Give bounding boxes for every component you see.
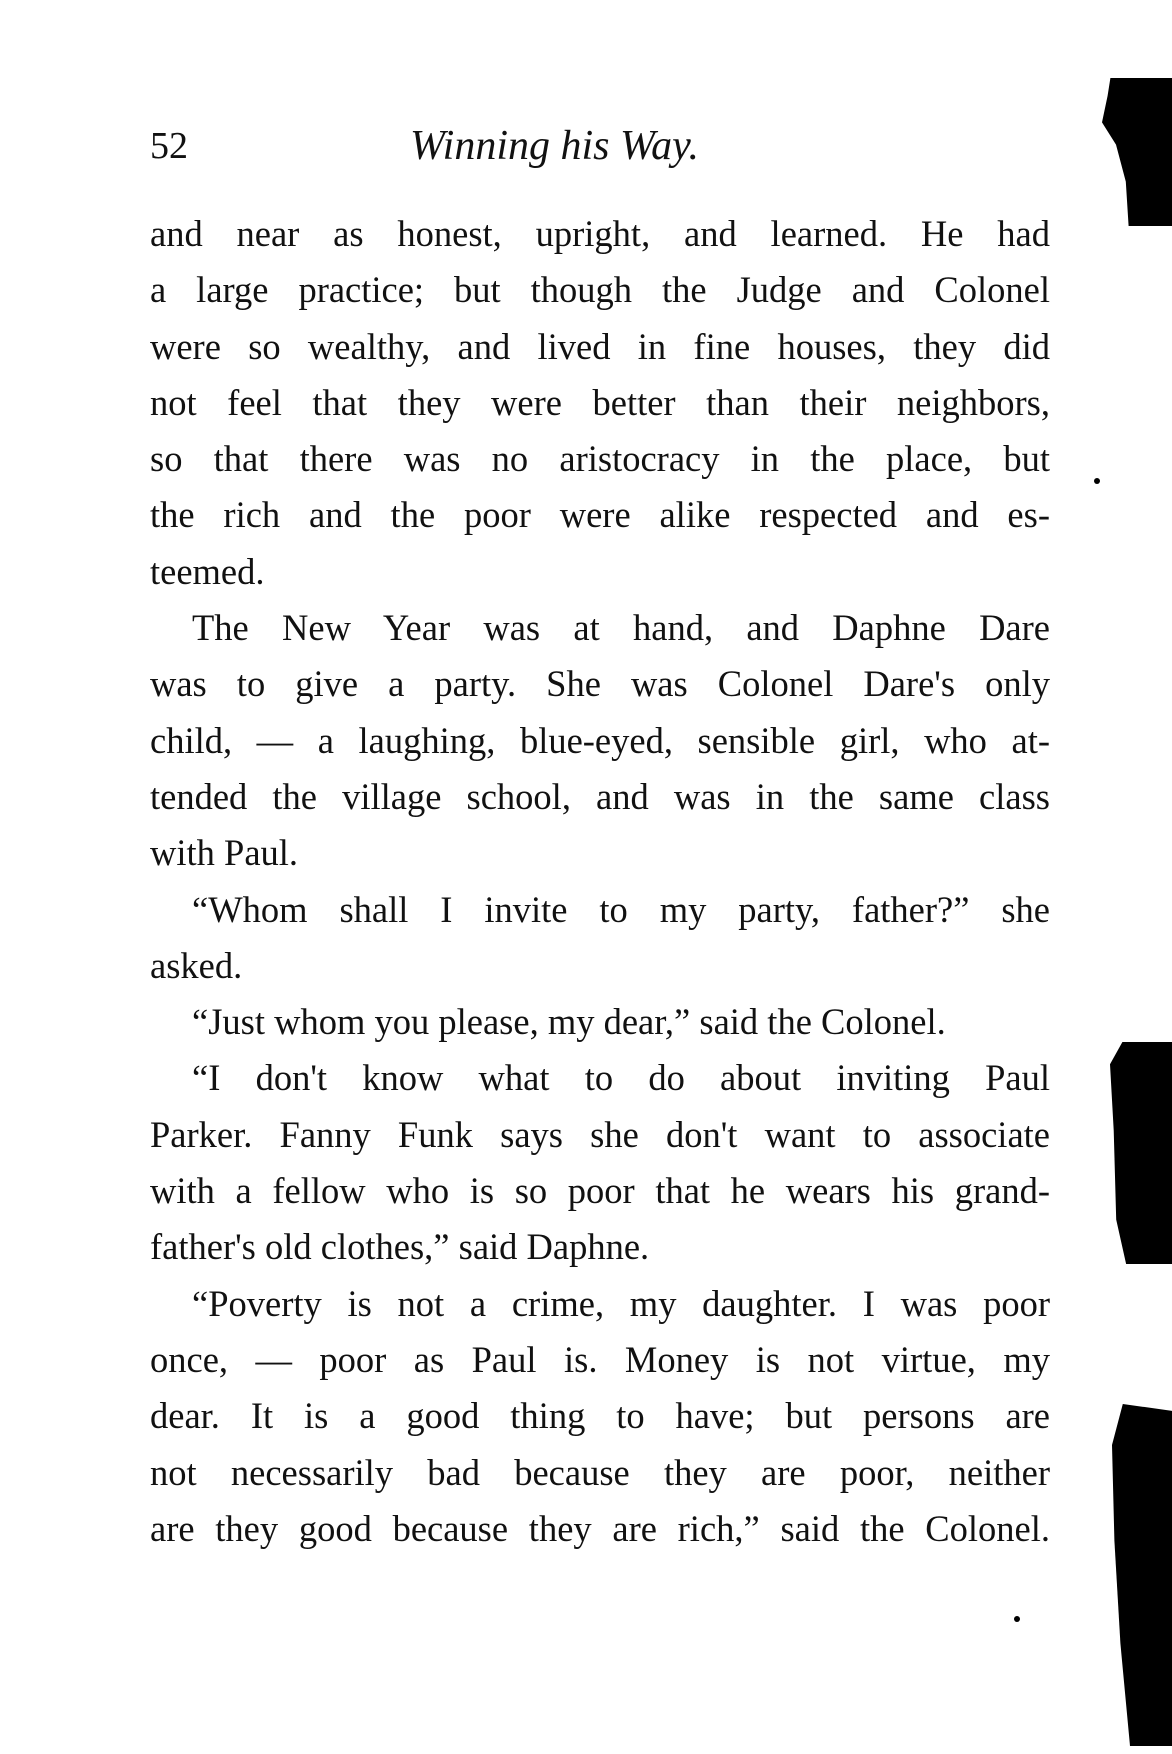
text-line: a large practice; but though the Judge and Colonel [150,269,1050,311]
scan-speck [1014,1616,1020,1622]
text-line: once, — poor as Paul is. Money is not virtue, my [150,1338,1050,1380]
text-line: not necessarily bad because they are poor, neither [150,1451,1050,1493]
scan-shadow-bottom [1112,1404,1172,1746]
body-text [150,206,1050,1557]
paragraph [150,1050,1050,1275]
text-line: tended the village school, and was in the same class [150,775,1050,817]
scan-shadow-middle [1110,1042,1172,1264]
text-line: The New Year was at hand, and Daphne Dare [192,607,1050,649]
text-line: “Whom shall I invite to my party, father?” she [192,888,1050,930]
paragraph [150,206,1050,600]
text-line: dear. It is a good thing to have; but persons are [150,1395,1050,1437]
page-number: 52 [150,125,188,167]
text-line: father's old clothes,” said Daphne. [150,1226,650,1268]
text-line: “I don't know what to do about inviting Paul [192,1057,1050,1099]
scan-speck [1094,478,1100,484]
text-line: not feel that they were better than their neighbors, [150,381,1050,423]
text-line: child, — a laughing, blue-eyed, sensible girl, who at- [150,719,1050,761]
text-line: “Poverty is not a crime, my daughter. I was poor [192,1282,1050,1324]
scan-shadow-top [1102,78,1172,226]
text-line: was to give a party. She was Colonel Dare's only [150,663,1050,705]
text-line: with a fellow who is so poor that he wears his grand- [150,1170,1050,1212]
running-head [150,122,1050,182]
text-line: Parker. Fanny Funk says she don't want to associate [150,1113,1050,1155]
text-line: so that there was no aristocracy in the place, but [150,438,1050,480]
text-line: teemed. [150,550,265,592]
text-line: and near as honest, upright, and learned. He had [150,213,1050,254]
paragraph [150,1276,1050,1557]
text-line: were so wealthy, and lived in fine houses, they did [150,325,1050,367]
paragraph [150,882,1050,995]
paragraph [150,994,1050,1050]
running-title: Winning his Way. [410,123,699,169]
paragraph [150,600,1050,881]
text-line: with Paul. [150,832,299,874]
text-line: asked. [150,944,243,986]
text-line: “Just whom you please, my dear,” said the Colonel. [192,1001,946,1043]
text-line: the rich and the poor were alike respected and es- [150,494,1050,536]
text-line: are they good because they are rich,” said the Colonel. [150,1507,1050,1549]
